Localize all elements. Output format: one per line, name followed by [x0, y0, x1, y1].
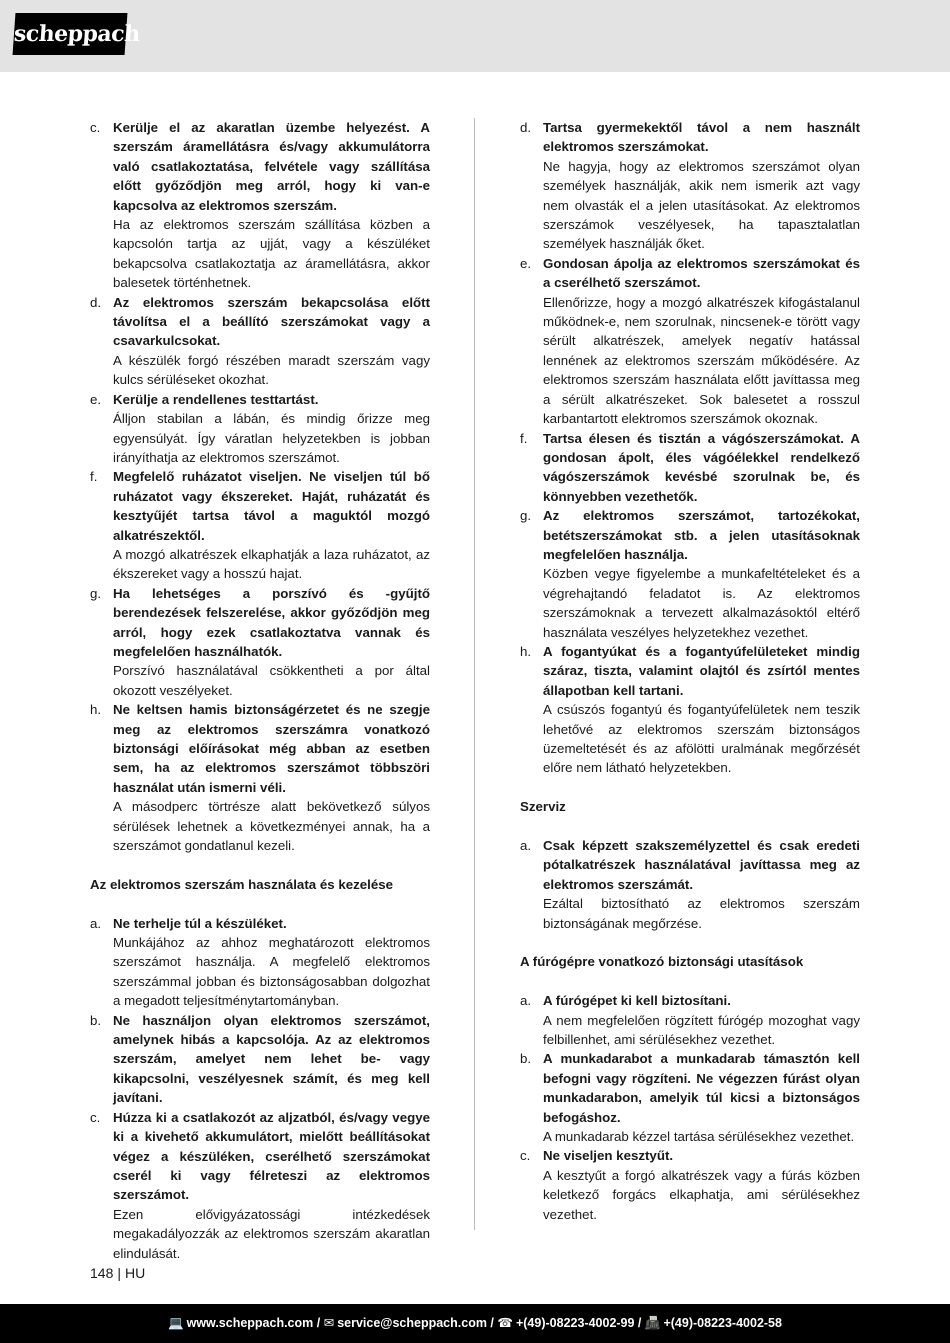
page-header	[0, 0, 950, 72]
item-instruction: A fúrógépet ki kell biztosítani.	[543, 993, 731, 1009]
footer-email[interactable]: service@scheppach.com /	[337, 1316, 494, 1330]
scheppach-logo: scheppach	[13, 13, 128, 55]
list-item	[90, 467, 430, 583]
item-letter: g.	[520, 508, 532, 524]
item-explanation: Ha az elektromos szerszám szállítása közben a kapcsolón tartja az ujját, vagy a készüléket bekapcsolva csatlakoztatja az áramellátásra, akkor balesetek történhetnek.	[113, 217, 430, 291]
item-explanation: Ne hagyja, hogy az elektromos szerszámot olyan személyek használják, akik nem ismerik azt vagy nem olvasták el a jelen utasításokat. Az elektromos szerszámok veszélyesek, ha tapasztalatlan személyek használják őket.	[543, 158, 860, 252]
item-letter: h.	[520, 643, 532, 659]
item-letter: b.	[90, 1012, 102, 1028]
item-instruction: Megfelelő ruházatot viseljen. Ne viseljen túl bő ruházatot vagy ékszereket. Haját, ruházatát és kesztyűjét tartsa távol a maguktól mozgó alkatrészektől.	[113, 469, 430, 543]
item-instruction: Gondosan ápolja az elektromos szerszámokat és a cserélhető szerszámot.	[543, 255, 860, 291]
item-explanation: A csúszós fogantyú és fogantyúfelületek nem teszik lehetővé az elektromos szerszám biztonságos üzemeltetését és az afölötti uralmának megőrzését előre nem látható helyzetekben.	[543, 702, 860, 776]
mail-icon: ✉	[323, 1316, 335, 1330]
item-letter: c.	[90, 120, 101, 135]
item-instruction: Kerülje a rendellenes testtartást.	[113, 391, 319, 407]
item-letter: g.	[90, 585, 102, 601]
footer-phone: +(49)-08223-4002-99 /	[515, 1316, 642, 1330]
item-instruction: Az elektromos szerszám bekapcsolása előtt távolítsa el a beállító szerszámokat vagy a csavarkulcsokat.	[113, 294, 430, 349]
list-item	[520, 506, 860, 642]
item-explanation: A másodperc törtrésze alatt bekövetkező súlyos sérülések lehetnek a következményei annak, ha a szerszámot gondatlanul kezeli.	[113, 799, 430, 854]
item-letter: e.	[520, 255, 532, 271]
item-letter: a.	[90, 915, 102, 931]
footer-web[interactable]: www.scheppach.com /	[186, 1316, 321, 1330]
page-number	[90, 1265, 145, 1281]
list-item	[520, 1146, 860, 1224]
phone-icon: ☎	[497, 1316, 513, 1330]
item-letter: c.	[90, 1109, 101, 1125]
item-explanation: Álljon stabilan a lábán, és mindig őrizze meg egyensúlyát. Így váratlan helyzetekben is jobban irányíthatja az elektromos szerszámot.	[113, 411, 430, 465]
list-item	[90, 293, 430, 390]
item-explanation: A készülék forgó részében maradt szerszám vagy kulcs sérüléseket okozhat.	[113, 352, 430, 388]
item-explanation: Porszívó használatával csökkentheti a por által okozott veszélyeket.	[113, 663, 430, 698]
item-letter: e.	[90, 391, 102, 407]
item-explanation: Ezen elővigyázatossági intézkedések megakadályozzák az elektromos szerszám akaratlan elindulását.	[113, 1206, 430, 1261]
item-instruction: Csak képzett szakszemélyzettel és csak eredeti pótalkatrészek használatával javíttassa meg az elektromos szerszámát.	[543, 838, 860, 892]
item-explanation: A mozgó alkatrészek elkaphatják a laza ruházatot, az ékszereket vagy a hosszú hajat.	[113, 546, 430, 582]
item-instruction: Ne keltsen hamis biztonságérzetet és ne szegje meg az elektromos szerszámra vonatkozó biztonsági előírásokat még abban az esetben sem, ha az elektromos szerszámot többszöri használat után ismerni véli.	[113, 702, 430, 795]
item-letter: d.	[520, 120, 532, 135]
left-column	[90, 118, 430, 1263]
list-item	[90, 700, 430, 855]
list-item	[90, 914, 430, 1011]
item-letter: f.	[520, 430, 528, 446]
page-footer	[0, 1304, 950, 1343]
item-instruction: Ne viseljen kesztyűt.	[543, 1148, 674, 1164]
item-explanation: A munkadarab kézzel tartása sérülésekhez vezethet.	[543, 1129, 855, 1145]
item-instruction: Kerülje el az akaratlan üzembe helyezést. A szerszám áramellátásra és/vagy akkumulátorra való csatlakoztatása, felvétele vagy szállítása előtt győződjön meg arról, hogy ki van-e kapcsolva az elektromos szerszám.	[113, 120, 430, 213]
page-number-value: 148	[90, 1265, 114, 1281]
item-instruction: A munkadarabot a munkadarab támasztón kell befogni vagy rögzíteni. Ne végezzen fúrást olyan munkadarabon, amelyik túl kicsi a biztonságos befogáshoz.	[543, 1051, 860, 1125]
item-explanation: A kesztyűt a forgó alkatrészek vagy a fúrás közben keletkező forgács elkaphatja, ami sérülésekhez vezethet.	[543, 1167, 860, 1222]
item-instruction: A fogantyúkat és a fogantyúfelületeket mindig száraz, tiszta, valamint olajtól és zsírtól mentes állapotban kell tartani.	[543, 643, 860, 698]
list-item	[520, 254, 860, 429]
page-separator: |	[117, 1265, 121, 1281]
item-instruction: Az elektromos szerszámot, tartozékokat, betétszerszámokat stb. a jelen utasításoknak megfelelően használja.	[543, 508, 860, 562]
item-explanation: Ezáltal biztosítható az elektromos szerszám biztonságának megőrzése.	[543, 896, 860, 931]
list-item	[90, 390, 430, 468]
computer-icon: 💻	[168, 1316, 184, 1330]
item-explanation: A nem megfelelően rögzített fúrógép mozoghat vagy felbillenhet, ami sérülésekhez vezethet.	[543, 1012, 860, 1048]
item-letter: f.	[90, 469, 98, 485]
list-item	[520, 642, 860, 778]
item-instruction: Tartsa gyermekektől távol a nem használt elektromos szerszámokat.	[543, 120, 860, 155]
item-letter: a.	[520, 838, 532, 853]
item-instruction: Ha lehetséges a porszívó és -gyűjtő berendezések felszerelése, akkor győződjön meg arról, hogy ezek csatlakoztatva vannak és megfelelően használhatók.	[113, 585, 430, 659]
footer-fax: +(49)-08223-4002-58	[663, 1316, 782, 1330]
list-item	[520, 118, 860, 254]
list-item	[90, 584, 430, 700]
item-letter: d.	[90, 294, 102, 310]
list-item	[520, 836, 860, 933]
list-item	[90, 118, 430, 293]
item-instruction: Ne terhelje túl a készüléket.	[113, 915, 287, 931]
section-heading-usage: Az elektromos szerszám használata és kezelése	[90, 876, 394, 892]
page-language: HU	[125, 1265, 146, 1281]
item-instruction: Ne használjon olyan elektromos szerszámot, amelynek hibás a kapcsolója. Az az elektromos szerszám, amelyet nem lehet be- vagy kikapcsolni, veszélyesnek számít, és meg kell javítani.	[113, 1012, 430, 1106]
list-item	[520, 1049, 860, 1146]
section-heading-drill-safety: A fúrógépre vonatkozó biztonsági utasítások	[520, 954, 804, 970]
item-letter: h.	[90, 702, 102, 718]
item-instruction: Húzza ki a csatlakozót az aljzatból, és/vagy vegye ki a kivehető akkumulátort, mielőtt beállításokat végez a készüléken, cserélhető szerszámokat cserél ki vagy félreteszi az elektromos szerszámot.	[113, 1109, 430, 1203]
item-letter: a.	[520, 993, 532, 1009]
item-explanation: Közben vegye figyelembe a munkafeltételeket és a végrehajtandó feladatot is. Az elektromos szerszámoknak a tervezett alkalmazásoktól eltérő használata veszélyes helyzetekhez vezethet.	[543, 566, 860, 640]
fax-icon: 📠	[644, 1316, 661, 1330]
item-explanation: Munkájához az ahhoz meghatározott elektromos szerszámot használja. A megfelelő elektromos szerszámmal jobban és biztonságosabban dolgozhat a megadott teljesítménytartományban.	[113, 935, 430, 1009]
list-item	[520, 429, 860, 507]
item-explanation: Ellenőrizze, hogy a mozgó alkatrészek kifogástalanul működnek-e, nem szorulnak, nincsenek-e törött vagy sérült alkatrészek, amelyek negatív hatással lennének az elektromos szerszám működésére. Az elektromos szerszám használata előtt javíttassa meg a sérült alkatrészeket. Sok balesetet a rosszul karbantartott elektromos szerszámok okoznak.	[543, 294, 860, 427]
item-letter: b.	[520, 1051, 532, 1067]
list-item	[90, 1011, 430, 1108]
list-item	[90, 1108, 430, 1263]
item-instruction: Tartsa élesen és tisztán a vágószerszámokat. A gondosan ápolt, éles vágóélekkel rendelkező vágószerszámok kevésbé szorulnak be, és könnyebben vezethetők.	[543, 430, 860, 504]
item-letter: c.	[520, 1148, 531, 1164]
section-heading-service: Szerviz	[520, 799, 566, 815]
list-item	[520, 991, 860, 1049]
column-divider	[474, 118, 475, 1230]
right-column	[520, 118, 860, 1224]
